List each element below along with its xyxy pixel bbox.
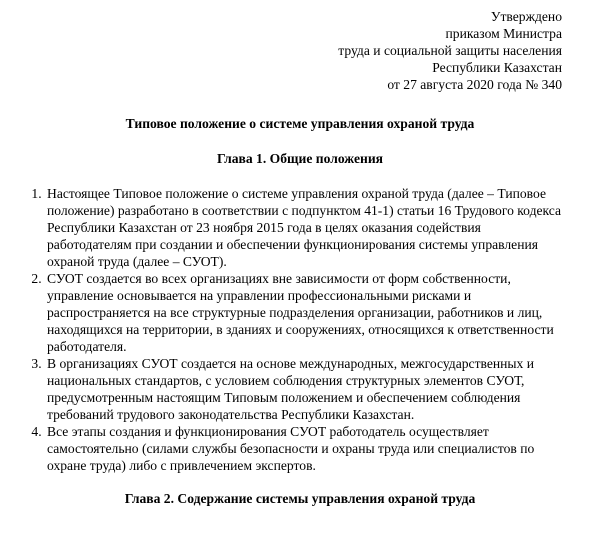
document-title: Типовое положение о системе управления охраной труда [125, 116, 475, 131]
approval-block [0, 0, 600, 93]
chapter-1-clause-list [0, 185, 600, 474]
clause-item-2: 2. СУОТ создается во всех организациях вне зависимости от форм собственности, управление основывается на управлении профессиональными рисками и распространяется на все структурные подразделения организации, работников и лиц, находящихся на территории, в зданиях и сооружениях, относящихся к ответственности работодателя. [45, 270, 568, 355]
approval-line-2: приказом Министра [445, 26, 562, 41]
approval-line-3: труда и социальной защиты населения [338, 43, 562, 58]
chapter-1-heading: Глава 1. Общие положения [216, 151, 384, 166]
approval-line-1: Утверждено [490, 9, 562, 24]
clause-item-3: 3. В организациях СУОТ создается на основе международных, межгосударственных и национальных стандартов, с условием соблюдения структурных элементов СУОТ, предусмотренным настоящим Типовым положением и обеспечением соблюдения требований трудового законодательства Республики Казахстан. [45, 355, 568, 423]
clause-item-4: 4. Все этапы создания и функционирования СУОТ работодатель осуществляет самостоятельно (силами службы безопасности и охраны труда или специалистов по охране труда) либо с привлечением экспертов. [45, 423, 568, 474]
chapter-2-heading: Глава 2. Содержание системы управления охраной труда [124, 491, 476, 506]
approval-line-4: Республики Казахстан [432, 60, 562, 75]
clause-item-1: 1. Настоящее Типовое положение о системе управления охраной труда (далее – Типовое положение) разработано в соответствии с подпунктом 41-1) статьи 16 Трудового кодекса Республики Казахстан от 23 ноября 2015 года в целях оказания содействия работодателям при создании и обеспечении функционирования системы управления охраной труда (далее – СУОТ). [45, 185, 568, 270]
approval-line-5: от 27 августа 2020 года № 340 [387, 77, 562, 92]
